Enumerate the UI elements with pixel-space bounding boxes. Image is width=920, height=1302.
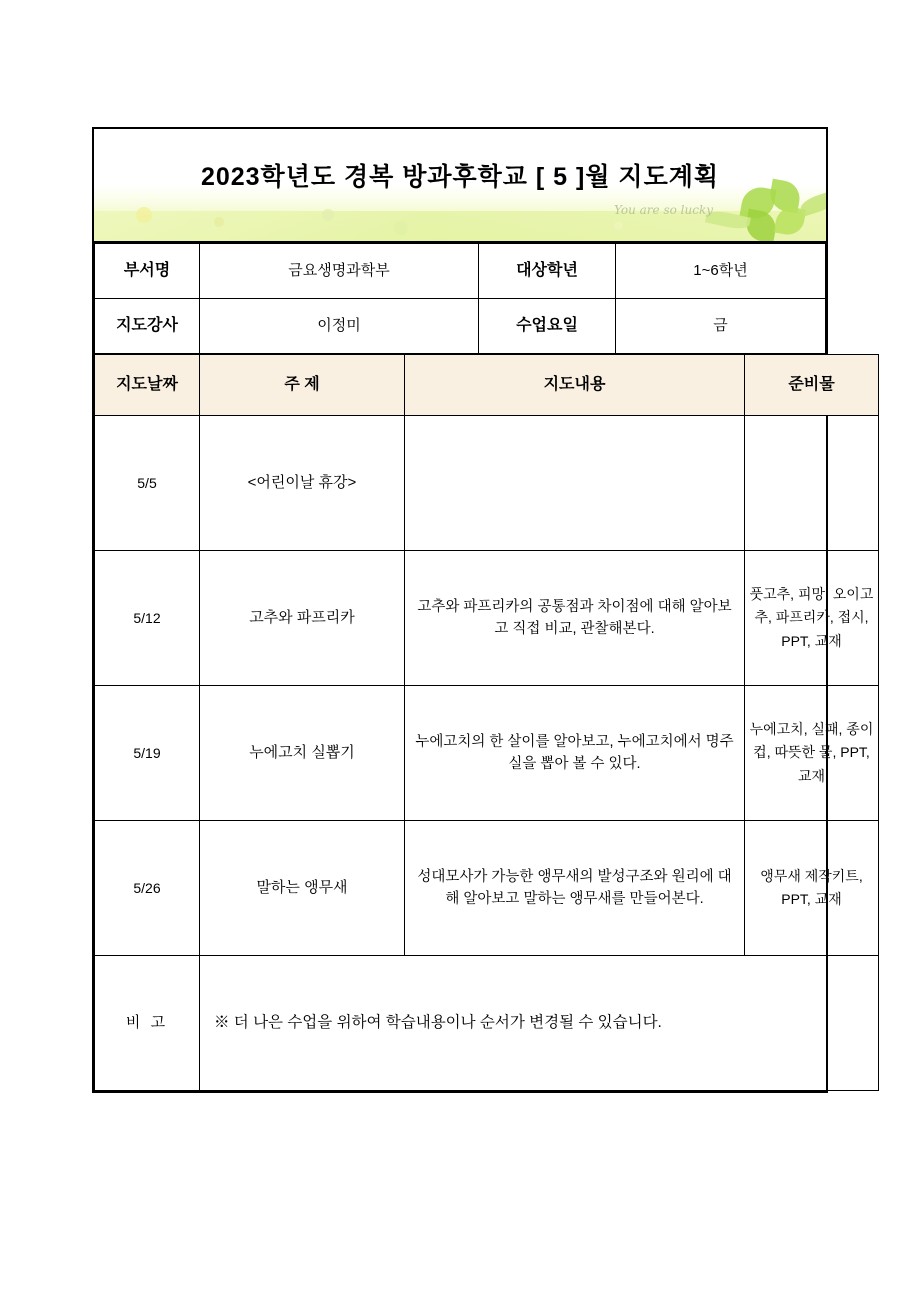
cell-content: 성대모사가 가능한 앵무새의 발성구조와 원리에 대해 알아보고 말하는 앵무새를 만들어본다. — [405, 821, 745, 956]
cell-content: 고추와 파프리카의 공통점과 차이점에 대해 알아보고 직접 비교, 관찰해본다. — [405, 551, 745, 686]
cell-date: 5/26 — [95, 821, 200, 956]
cell-topic: 고추와 파프리카 — [200, 551, 405, 686]
cell-date: 5/19 — [95, 686, 200, 821]
bokeh-dot-icon — [214, 217, 224, 227]
dept-value: 금요생명과학부 — [200, 244, 479, 299]
column-header-date: 지도날짜 — [95, 355, 200, 416]
title-banner — [94, 129, 826, 243]
cell-content: 누에고치의 한 살이를 알아보고, 누에고치에서 명주실을 뽑아 볼 수 있다. — [405, 686, 745, 821]
weekday-value: 금 — [616, 299, 826, 354]
table-row — [95, 299, 826, 354]
bokeh-dot-icon — [136, 207, 152, 223]
table-header-row — [95, 355, 879, 416]
cell-content — [405, 416, 745, 551]
column-header-materials: 준비물 — [745, 355, 879, 416]
bokeh-dot-icon — [322, 209, 334, 221]
cell-date: 5/12 — [95, 551, 200, 686]
cell-materials: 앵무새 제작키트, PPT, 교재 — [745, 821, 879, 956]
dept-label: 부서명 — [95, 244, 200, 299]
decorative-script-text: You are so lucky — [614, 203, 713, 217]
page-title: 2023학년도 경복 방과후학교 [ 5 ]월 지도계획 — [200, 163, 720, 191]
column-header-content: 지도내용 — [405, 355, 745, 416]
table-row — [95, 821, 879, 956]
course-info-table — [94, 243, 826, 354]
cell-materials: 풋고추, 피망, 오이고추, 파프리카, 접시, PPT, 교재 — [745, 551, 879, 686]
teacher-label: 지도강사 — [95, 299, 200, 354]
note-label: 비 고 — [95, 956, 200, 1091]
table-row — [95, 416, 879, 551]
teacher-value: 이정미 — [200, 299, 479, 354]
note-text: ※ 더 나은 수업을 위하여 학습내용이나 순서가 변경될 수 있습니다. — [200, 956, 879, 1091]
bokeh-dot-icon — [394, 221, 408, 235]
schedule-table — [94, 354, 879, 1091]
table-row — [95, 244, 826, 299]
cell-topic: 누에고치 실뽑기 — [200, 686, 405, 821]
bokeh-dot-icon — [614, 221, 623, 230]
note-row — [95, 956, 879, 1091]
cell-topic: 말하는 앵무새 — [200, 821, 405, 956]
lesson-plan-document — [92, 127, 874, 1093]
table-row — [95, 551, 879, 686]
bokeh-dot-icon — [518, 213, 529, 224]
grade-value: 1~6학년 — [616, 244, 826, 299]
cell-topic: <어린이날 휴강> — [200, 416, 405, 551]
cell-materials — [745, 416, 879, 551]
column-header-topic: 주 제 — [200, 355, 405, 416]
weekday-label: 수업요일 — [479, 299, 616, 354]
grade-label: 대상학년 — [479, 244, 616, 299]
table-row — [95, 686, 879, 821]
cell-materials: 누에고치, 실패, 종이컵, 따뜻한 물, PPT, 교재 — [745, 686, 879, 821]
cell-date: 5/5 — [95, 416, 200, 551]
